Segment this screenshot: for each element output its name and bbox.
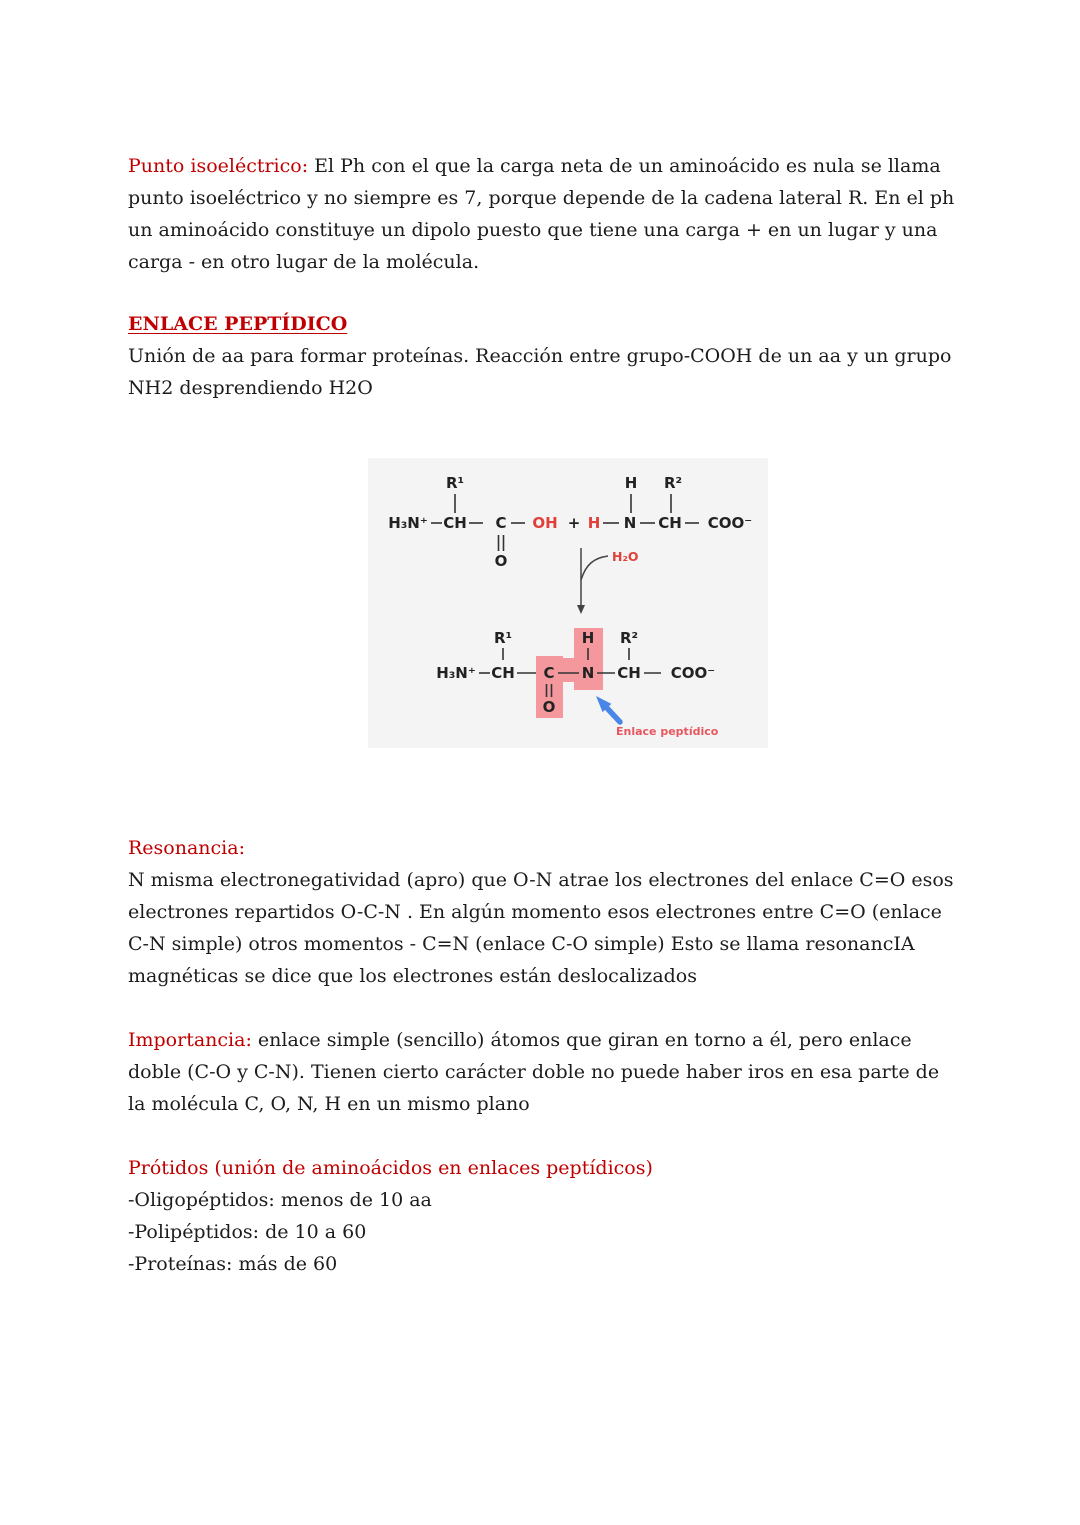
atom-oh-top: OH — [532, 514, 558, 532]
atom-r1-top: R¹ — [445, 474, 465, 492]
enlace-peptidico-caption: Enlace peptídico — [616, 725, 719, 738]
heading-resonancia: Resonancia: — [128, 837, 245, 859]
atom-h-bottom: H — [581, 629, 595, 647]
atom-o-bottom: O — [542, 698, 556, 716]
punto-lead: Punto isoeléctrico: — [128, 155, 309, 177]
paragraph-importancia — [128, 1024, 960, 1120]
plus-sign: + — [567, 514, 581, 532]
atom-n-top: N — [623, 514, 637, 532]
atom-n-bottom: N — [581, 664, 595, 682]
paragraph-resonancia-body: N misma electronegatividad (apro) que O-N atrae los electrones del enlace C=O esos electrones repartidos O-C-N . En algún momento esos electrones entre C=O (enlace C-N simple) otros momentos - C=N (enlace C-O simple) Esto se llama resonancIA magnéticas se dice que los electrones están deslocalizados — [128, 869, 954, 987]
protidos-item-polipeptidos: -Polipéptidos: de 10 a 60 — [128, 1221, 367, 1243]
atom-r2-bottom: R² — [619, 629, 639, 647]
protidos-item-proteinas: -Proteínas: más de 60 — [128, 1253, 338, 1275]
importancia-lead: Importancia: — [128, 1029, 252, 1051]
protidos-list — [128, 1184, 962, 1280]
reactants-row — [388, 474, 752, 570]
atom-ch2-bottom: CH — [617, 664, 641, 682]
atom-r1-bottom: R¹ — [493, 629, 513, 647]
paragraph-punto-isoelectrico — [128, 150, 960, 278]
peptide-bond-diagram — [368, 458, 768, 748]
atom-o-top: O — [494, 552, 508, 570]
importancia-body: enlace simple (sencillo) átomos que giran en torno a él, pero enlace doble (C-O y C-N). Tienen cierto carácter doble no puede haber iros en esa parte de la molécula C, O, N, H en un mismo plano — [128, 1029, 940, 1115]
atom-coo-top: COO⁻ — [707, 514, 753, 532]
paragraph-enlace-body: Unión de aa para formar proteínas. Reacción entre grupo-COOH de un aa y un grupo NH2 desprendiendo H2O — [128, 345, 952, 399]
atom-h-red-top: H — [587, 514, 601, 532]
atom-h-top: H — [624, 474, 638, 492]
heading-protidos: Prótidos (unión de aminoácidos en enlaces peptídicos) — [128, 1157, 653, 1179]
protidos-item-oligopeptidos: -Oligopéptidos: menos de 10 aa — [128, 1189, 432, 1211]
atom-ch1-bottom: CH — [491, 664, 515, 682]
atom-ch1-top: CH — [443, 514, 467, 532]
atom-coo-bottom: COO⁻ — [670, 664, 716, 682]
diagram-svg — [368, 458, 768, 748]
h2o-label: H₂O — [612, 549, 639, 564]
atom-amine-bottom: H₃N⁺ — [436, 664, 476, 682]
atom-ch2-top: CH — [658, 514, 682, 532]
enlace-pointer-arrow — [596, 696, 620, 722]
atom-r2-top: R² — [663, 474, 683, 492]
atom-c-top: C — [495, 514, 507, 532]
atom-c-bottom: C — [543, 664, 555, 682]
atom-amine-top: H₃N⁺ — [388, 514, 428, 532]
heading-enlace-peptidico: ENLACE PEPTÍDICO — [128, 313, 348, 335]
h2o-arrow — [577, 548, 639, 614]
punto-body: El Ph con el que la carga neta de un aminoácido es nula se llama punto isoeléctrico y no siempre es 7, porque depende de la cadena lateral R. En el ph un aminoácido constituye un dipolo puesto que tiene una carga + en un lugar y una carga - en otro lugar de la molécula. — [128, 155, 955, 273]
